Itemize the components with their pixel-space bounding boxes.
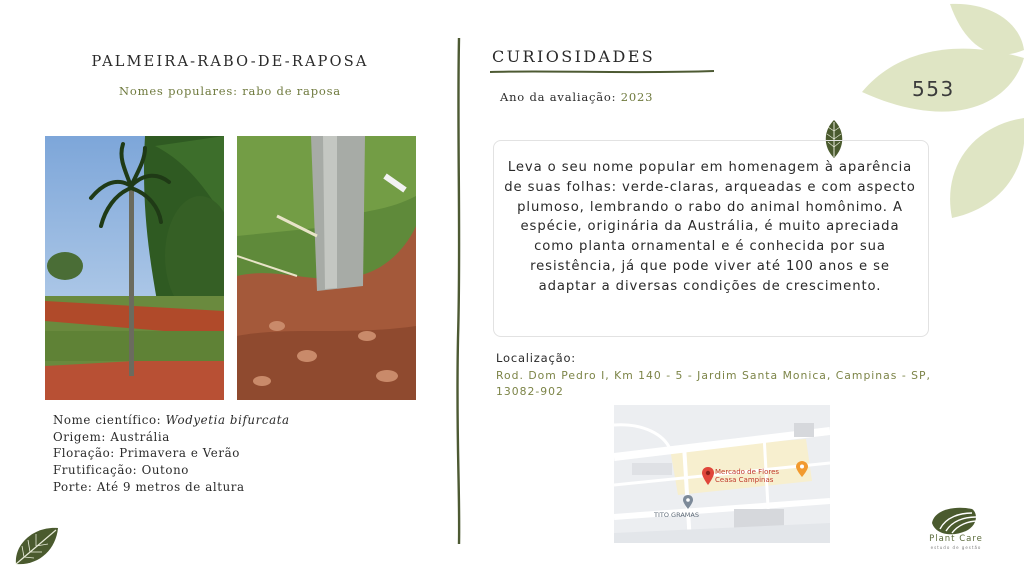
nearby-marker-icon [683,495,693,509]
scientific-name-label: Nome científico: [53,413,162,427]
popular-names-label: Nomes populares: [119,84,238,98]
curiosity-text: Leva o seu nome popular em homenagem à aparência de suas folhas: verde-claras, arqueadas e com aspecto plumoso, lembrando o rabo do animal homônimo. A espécie, originária da Austrália, é muito apreciada como planta ornamental e é conhecida por sua resistência, já que pode viver até 100 anos e se adaptar a diversas condições de crescimento. [504,160,916,294]
photo-trunk-base [237,136,416,400]
flowering: Floração: Primavera e Verão [53,446,240,461]
map-place-label-line1: Mercado de Flores [715,468,780,476]
plant-facts [53,412,290,496]
map-nearby-label: TITO GRAMAS [654,511,699,519]
leaf-icon [12,524,60,568]
location-label: Localização: [496,351,576,365]
curiosities-title: CURIOSIDADES [492,47,656,66]
fruiting: Frutificação: Outono [53,463,189,478]
logo-name: Plant Care [929,534,983,544]
map-place-label [715,468,779,484]
scientific-name [53,412,290,429]
photo-palm-tree [45,136,224,400]
popular-names-value: rabo de raposa [242,84,341,98]
origin: Origem: Austrália [53,429,170,444]
evaluation-year [500,90,653,104]
evaluation-year-value: 2023 [620,90,654,104]
plant-title: PALMEIRA-RABO-DE-RAPOSA [91,54,369,70]
evaluation-year-label: Ano da avaliação: [500,90,617,104]
scientific-name-value: Wodyetia bifurcata [165,413,290,427]
location-address: Rod. Dom Pedro I, Km 140 - 5 - Jardim Santa Monica, Campinas - SP, 13082-902 [496,369,931,398]
size: Porte: Até 9 metros de altura [53,479,245,494]
popular-names [60,84,400,98]
map-place-label-line2: Ceasa Campinas [715,476,774,484]
logo-tagline: estudo de gestão [930,545,982,550]
location-map[interactable] [614,405,830,543]
vertical-divider [455,38,463,544]
food-marker-icon [796,461,808,477]
badge-number: 553 [912,77,955,101]
title-underline [490,68,714,76]
map-pin-icon[interactable] [702,467,714,485]
